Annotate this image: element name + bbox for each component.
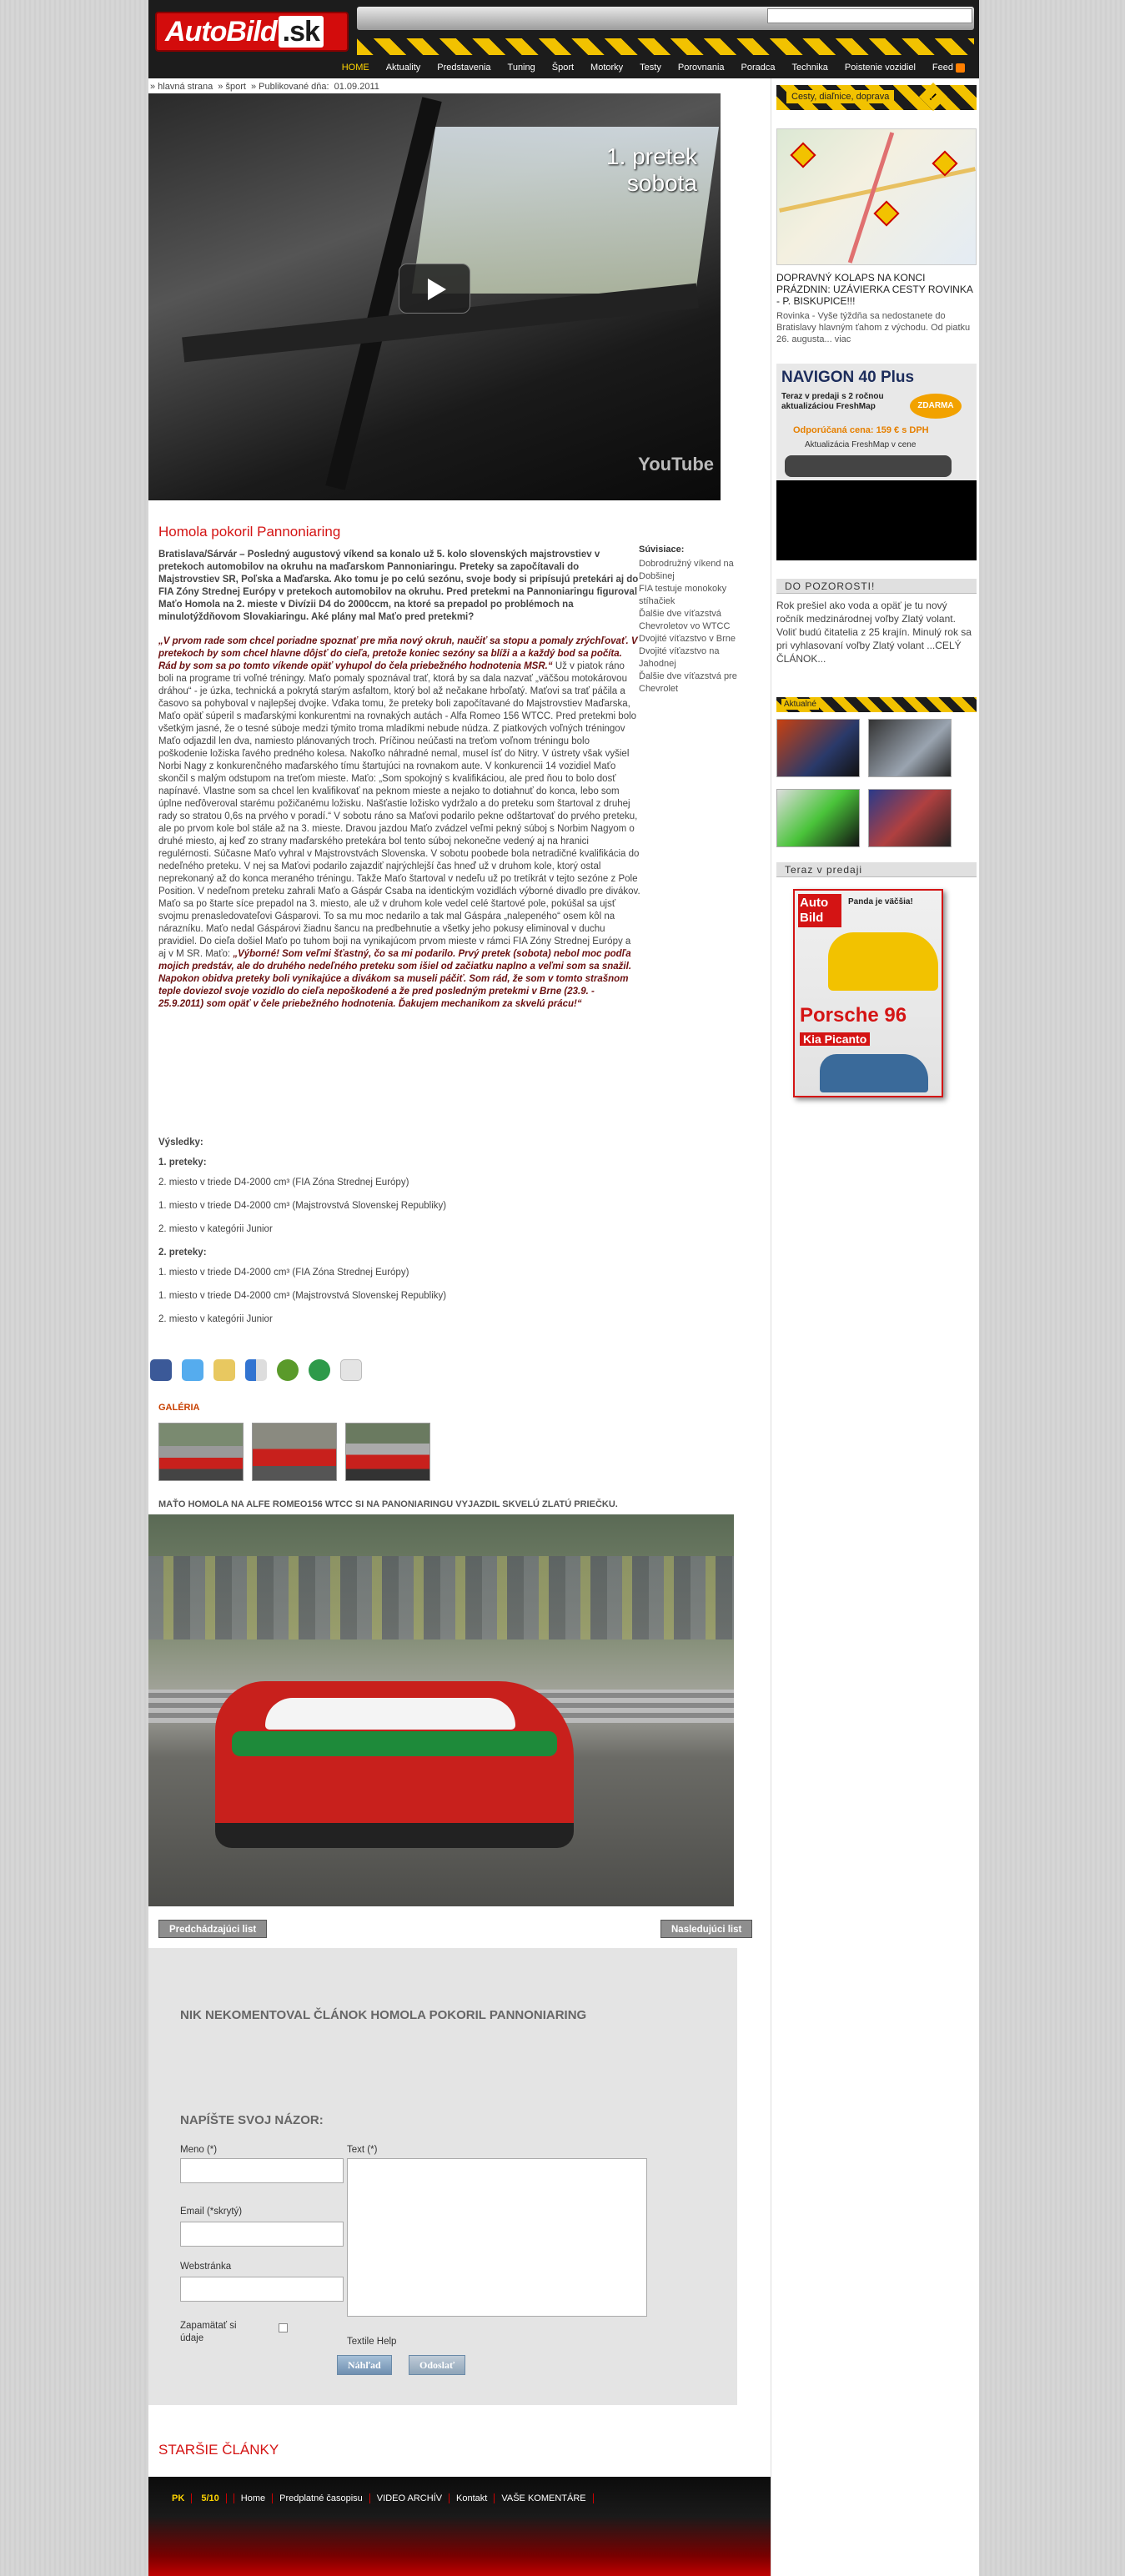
photo-caption: MAŤO HOMOLA NA ALFE ROMEO156 WTCC SI NA PANONIARINGU VYJAZDIL SKVELÚ ZLATÚ PRIEČKU. (158, 1499, 618, 1509)
logo-text: AutoBild (165, 16, 277, 48)
breadcrumb-date: 01.09.2011 (334, 82, 379, 92)
nav-feed-label: Feed (932, 63, 953, 73)
traffic-map[interactable] (776, 128, 977, 265)
related-item[interactable]: Ďalšie dve víťazstvá pre Chevrolet (639, 671, 737, 694)
traffic-news-body: Rovinka - Vyše týždňa sa nedostanete do Bratislavy hlavným ťahom z východu. Od piatku 26. augusta... (776, 311, 971, 344)
result-item: 2. miesto v kategórii Junior (158, 1224, 273, 1234)
attention-box-more[interactable]: ...CELÝ ČLÁNOK... (776, 640, 962, 665)
nav-motorky[interactable]: Motorky (590, 63, 624, 73)
footer-link-home[interactable]: Home (234, 2493, 273, 2503)
name-input[interactable] (180, 2158, 344, 2183)
race2-title: 2. preteky: (158, 1248, 207, 1258)
hazard-stripe (357, 38, 974, 55)
comments-section (148, 1948, 737, 2405)
on-sale-title: Teraz v predaji (776, 862, 977, 877)
related-articles (639, 544, 756, 695)
nav-testy[interactable]: Testy (640, 63, 661, 73)
magazine-headline: Porsche 96 (800, 1004, 907, 1027)
related-item[interactable]: FIA testuje monokoky stíhačiek (639, 584, 727, 606)
search-input[interactable] (767, 8, 972, 23)
ad-price: Odporúčaná cena: 159 € s DPH (793, 425, 929, 435)
nav-poistenie[interactable]: Poistenie vozidiel (844, 63, 916, 73)
nav-feed[interactable] (925, 60, 972, 77)
submit-button[interactable]: Odoslať (409, 2355, 465, 2375)
delicious-icon[interactable] (245, 1359, 267, 1381)
youtube-logo[interactable]: YouTube (638, 454, 714, 475)
share-bar (150, 1359, 362, 1381)
related-title: Súvisiace: (639, 545, 685, 555)
autobild-logo[interactable] (155, 12, 349, 52)
video-caption (606, 143, 697, 197)
current-banner (776, 697, 977, 712)
race1-title: 1. preteky: (158, 1157, 207, 1167)
email-input[interactable] (180, 2222, 344, 2247)
article-paragraph (158, 635, 640, 1011)
nav-aktuality[interactable]: Aktuality (385, 63, 421, 73)
nav-technika[interactable]: Technika (791, 63, 828, 73)
photo-car-roof (265, 1698, 515, 1730)
footer-pk (158, 2493, 234, 2503)
results (158, 1129, 742, 1338)
related-item[interactable]: Dvojité víťazstvo v Brne (639, 634, 736, 644)
video-player[interactable] (148, 93, 721, 500)
footer-pk-num: 5/10 (194, 2493, 226, 2503)
result-item: 2. miesto v kategórii Junior (158, 1314, 273, 1324)
ad-dark-panel (776, 480, 977, 560)
rss-icon (956, 63, 965, 73)
twitter-icon[interactable] (182, 1359, 203, 1381)
result-item: 1. miesto v triede D4-2000 cm³ (Majstrovstvá Slovenskej Republiky) (158, 1291, 447, 1301)
current-thumb[interactable] (776, 789, 860, 847)
photo-race-car (215, 1681, 574, 1848)
sidebar (771, 78, 979, 2576)
email-label: Email (*skrytý) (180, 2207, 243, 2217)
main-nav (341, 60, 979, 77)
ad-line2: Aktualizácia FreshMap v cene (805, 440, 917, 449)
chat-icon[interactable] (309, 1359, 330, 1381)
current-thumb[interactable] (776, 719, 860, 777)
result-item: 1. miesto v triede D4-2000 cm³ (FIA Zóna Strednej Európy) (158, 1268, 409, 1278)
attention-box-title: DO POZOROSTI! (776, 579, 977, 594)
email-icon[interactable] (340, 1359, 362, 1381)
current-banner-label: Aktualné (781, 699, 819, 710)
no-comments-title: NIK NEKOMENTOVAL ČLÁNOK HOMOLA POKORIL PANNONIARING (180, 2008, 587, 2022)
nav-predstavenia[interactable]: Predstavenia (437, 63, 491, 73)
nav-home[interactable]: HOME (341, 63, 369, 73)
preview-button[interactable]: Náhľad (337, 2355, 392, 2375)
article-quote-2: „Výborné! Som veľmi šťastný, čo sa mi podarilo. Prvý pretek (sobota) nebol moc podľa mojich predstáv, ale do druhého nedeľného preteku som išiel od začiatku naplno a veľmi som sa snažil. Napokon obidva preteky boli vynikajúce a divákom sa museli páčiť. Som rád, že som v tomto strašnom teple doviezol svoje vozidlo do cieľa nepoškodené a že pred posledným pretekmi v Brne (23.9. - 25.9.2011) som opäť v čele priebežného hodnotenia. Ďakujem mechanikom za skvelú prácu!“ (158, 949, 632, 1009)
logo-suffix: .sk (279, 16, 324, 48)
footer-link-comments[interactable]: VAŠE KOMENTÁRE (495, 2493, 593, 2503)
page (148, 0, 979, 2576)
footer-links (158, 2493, 594, 2503)
photo-grandstand (148, 1556, 734, 1640)
facebook-icon[interactable] (150, 1359, 172, 1381)
textile-help-link[interactable]: Textile Help (347, 2337, 397, 2347)
nav-porovnania[interactable]: Porovnania (677, 63, 725, 73)
gallery-title: GALÉRIA (158, 1403, 200, 1413)
results-title: Výsledky: (158, 1137, 203, 1147)
gallery-thumbs (158, 1423, 430, 1481)
breadcrumb (150, 82, 382, 92)
article-title: Homola pokoril Pannoniaring (158, 524, 341, 540)
video-caption-line2: sobota (626, 170, 697, 196)
traffic-news-text (776, 310, 977, 345)
map-road (848, 132, 894, 264)
warning-icon: ! (919, 83, 947, 111)
name-label: Meno (*) (180, 2145, 218, 2155)
prev-article-button[interactable]: Predchádzajúci list (158, 1920, 267, 1938)
race-photo (148, 1514, 734, 1906)
magazine-kia: Kia Picanto (800, 1032, 870, 1046)
article-body-text: Už v piatok ráno boli na programe tri voľné tréningy. Maťo pomaly spoznával trať, ktorá by sa dala nazvať „väčšou motokárovou dráhou“ - je úzka, technická a pokrytá starým asfaltom, ktorý bol až nečakane hrboľatý. Maťovi sa trať páčila a časovo sa pohyboval v najlepšej dvojke. Vďaka tomu, že preteky boli započítavané do Majstrovstiev Maďarska, Maťo opäť súperil s maďarskými konkurentmi na rovnakých autách - Alfa Romeo 156 WTCC. Pred pretekmi bolo všetkým jasné, že o tesné súboje medzi týmito troma mladíkmi nebude núdza. Z piatkových voľných tréningov Maťo odjazdil len dva, namiesto plánovaných troch. Príčinou neúčasti na treťom voľnom tréningu bolo poškodenie ložiska ľavého predného kolesa. Nakoľko náhradné nemal, musel ísť do Nitry. V ústrety však vyšiel Norbi Nagy z konkurenčného maďarského tímu štartujúci na rovnakom aute. V konkurencii 14 vozidiel Maťo skončil s malým odstupom na treťom mieste. Maťo: „Som spokojný s kvalifikáciou, ale pred ňou to bolo dosť napínavé. Vlastne som sa chcel len kvalifikovať na peknom mieste a nejako to dotiahnuť do konca, lebo som úplne neďôveroval starému požičanému ložisku. Našťastie ložisko vydržalo a do preteku som štartoval z druhej rady so stratou 0,6s na prvého v poradí.“ V sobotu ráno sa Maťovi podarilo pekne odštartovať do prvého preteku, ale po prvom kole bol stále až na 3. mieste. Dravou jazdou Maťo zvádzel veľmi pekný súboj s Norbim Nagyom o druhé miesto, aj keď zo strany maďarského pretekára bol tento súboj nekonečne vedený aj na hranici regulérnosti. Súčasne Maťo vyhral v Majstrovstvách Slovenska. V sobotu poobede bola netradičné kvalifikácia do nedeľného preteku. V nej sa Maťovi podarilo zajazdiť najrýchlejší čas hneď už v druhom kole, ktorý ostal neprekonaný až do konca meraného tréningu. Takže Maťo štartoval v nedeľu už po tretíkrát v tejto sezóne z Pole Position. V nedeľnom preteku zahrali Maťo a Gáspár Csaba na identickým vozidlách výborné divadlo pre divákov. Maťo sa po štarte síce prepadol na 3. miesto, ale už v druhom kole vedel celé štartové pole, pokúšal sa ujsť svojmu prenasledovateľovi Gásparovi. To sa mu moc nedarilo a tak mal Gáspára „nalepeného“ osem kôl na nárazníku. Maťo nedal Gáspárovi žiadnu šancu na predbehnutie a všetky jeho pokusy eliminoval v duchu pravidiel. Do cieľa došiel Maťo po tuhom boji na vynikajúcom prvom mieste v rámci FIA Zóny Strednej Európy a aj v M SR. Maťo: (158, 661, 640, 959)
next-article-button[interactable]: Nasledujúci list (660, 1920, 752, 1938)
comment-form-title: NAPÍŠTE SVOJ NÁZOR: (180, 2113, 324, 2127)
related-item[interactable]: Dvojité víťazstvo na Jahodnej (639, 646, 720, 669)
magazine-line: Panda je väčšia! (848, 897, 913, 906)
footer-pk-label: PK (165, 2493, 192, 2503)
current-thumbs (776, 719, 952, 847)
ad-title: NAVIGON 40 Plus (781, 369, 915, 386)
nav-sport[interactable]: Šport (551, 63, 575, 73)
video-caption-line1: 1. pretek (606, 143, 697, 169)
traffic-news-title[interactable]: DOPRAVNÝ KOLAPS NA KONCI PRÁZDNIN: UZÁVIERKA CESTY ROVINKA - P. BISKUPICE!!! (776, 272, 973, 307)
web-label: Webstránka (180, 2262, 232, 2272)
photo-car-stripe (232, 1731, 557, 1756)
detour-sign-icon (873, 200, 899, 226)
detour-sign-icon (790, 142, 816, 168)
traffic-news-more[interactable]: viac (834, 334, 851, 344)
nav-poradca[interactable]: Poradca (741, 63, 776, 73)
breadcrumb-sport[interactable]: » šport (218, 82, 246, 92)
header (148, 0, 979, 78)
traffic-banner[interactable] (776, 85, 977, 110)
traffic-banner-label: Cesty, diaľnice, doprava (786, 90, 894, 103)
magazine-car-image (828, 932, 938, 991)
gallery-thumb[interactable] (158, 1423, 244, 1481)
breadcrumb-home[interactable]: » hlavná strana (150, 82, 213, 92)
result-item: 1. miesto v triede D4-2000 cm³ (Majstrovstvá Slovenskej Republiky) (158, 1201, 447, 1211)
play-icon[interactable] (399, 264, 470, 314)
gallery-thumb[interactable] (345, 1423, 430, 1481)
footer-link-contact[interactable]: Kontakt (449, 2493, 495, 2503)
text-label: Text (*) (347, 2145, 378, 2155)
related-item[interactable]: Ďalšie dve víťazstvá Chevroletov vo WTCC (639, 609, 731, 631)
magazine-car2-image (820, 1054, 928, 1092)
bookmark-icon[interactable] (213, 1359, 235, 1381)
ad-line1: Teraz v predaji s 2 ročnou aktualizáciou FreshMap (781, 392, 884, 411)
navigon-ad[interactable] (776, 364, 977, 560)
comment-textarea[interactable] (347, 2158, 647, 2317)
remember-label: Zapamätať si údaje (180, 2321, 237, 2343)
related-item[interactable]: Dobrodružný víkend na Dobšinej (639, 559, 734, 581)
footer-link-video[interactable]: VIDEO ARCHÍV (370, 2493, 449, 2503)
article-quote-1: „V prvom rade som chcel poriadne spoznať pre mňa nový okruh, naučiť sa stopu a pomaly zrýchľovať. V pretekoch by som chcel hlavne dôjsť do cieľa, pretože koniec sezóny sa blíži a a každý bod sa počíta. Rád by som sa po tomto víkende opäť vyhupol do čela priebežného hodnotenia MSR.“ (158, 636, 638, 671)
breadcrumb-published: » Publikované dňa: (250, 82, 329, 92)
attention-box-body: Rok prešiel ako voda a opäť je tu nový ročník medzinárodnej voľby Zlatý volant. Voliť budú čitatelia z 25 krajín. Minulý rok sa pri vyhlasovaní voľby Zlatý volant (776, 600, 972, 651)
attention-box-text (776, 599, 977, 665)
current-thumb[interactable] (868, 719, 952, 777)
web-input[interactable] (180, 2277, 344, 2302)
result-item: 2. miesto v triede D4-2000 cm³ (FIA Zóna Strednej Európy) (158, 1178, 409, 1188)
digg-icon[interactable] (277, 1359, 299, 1381)
remember-checkbox[interactable] (279, 2323, 288, 2332)
gps-device-icon (785, 455, 952, 477)
ad-badge: ZDARMA (910, 394, 962, 419)
article-lead: Bratislava/Sárvár – Posledný augustový víkend sa konalo už 5. kolo slovenských majstrovstiev v pretekoch automobilov na okruhu na maďarskom Pannoniaringu. Preteky sa započítavali do Majstrovstiev SR, Poľska a Maďarska. Ako tomu je po celú sezónu, svoje body si pripísujú pretekári aj do FIA Zóny Strednej Európy v pretekoch automobilov na okruhu. Pred pretekmi na Pannoniaringu figuroval Maťo Homola na 2. mieste v Divízii D4 do 2000ccm, na ktoré sa prepadol po problémoch na minulotýždňovom Slovakiaringu. Aké plány mal Maťo pred pretekmi? (158, 550, 639, 622)
current-thumb[interactable] (868, 789, 952, 847)
magazine-cover[interactable] (793, 889, 943, 1097)
nav-tuning[interactable]: Tuning (507, 63, 535, 73)
article-body (158, 549, 640, 1011)
magazine-logo: Auto Bild (798, 894, 841, 927)
footer (148, 2477, 771, 2576)
older-articles-title: STARŠIE ČLÁNKY (158, 2442, 279, 2458)
footer-link-subscription[interactable]: Predplatné časopisu (273, 2493, 370, 2503)
gallery-thumb[interactable] (252, 1423, 337, 1481)
